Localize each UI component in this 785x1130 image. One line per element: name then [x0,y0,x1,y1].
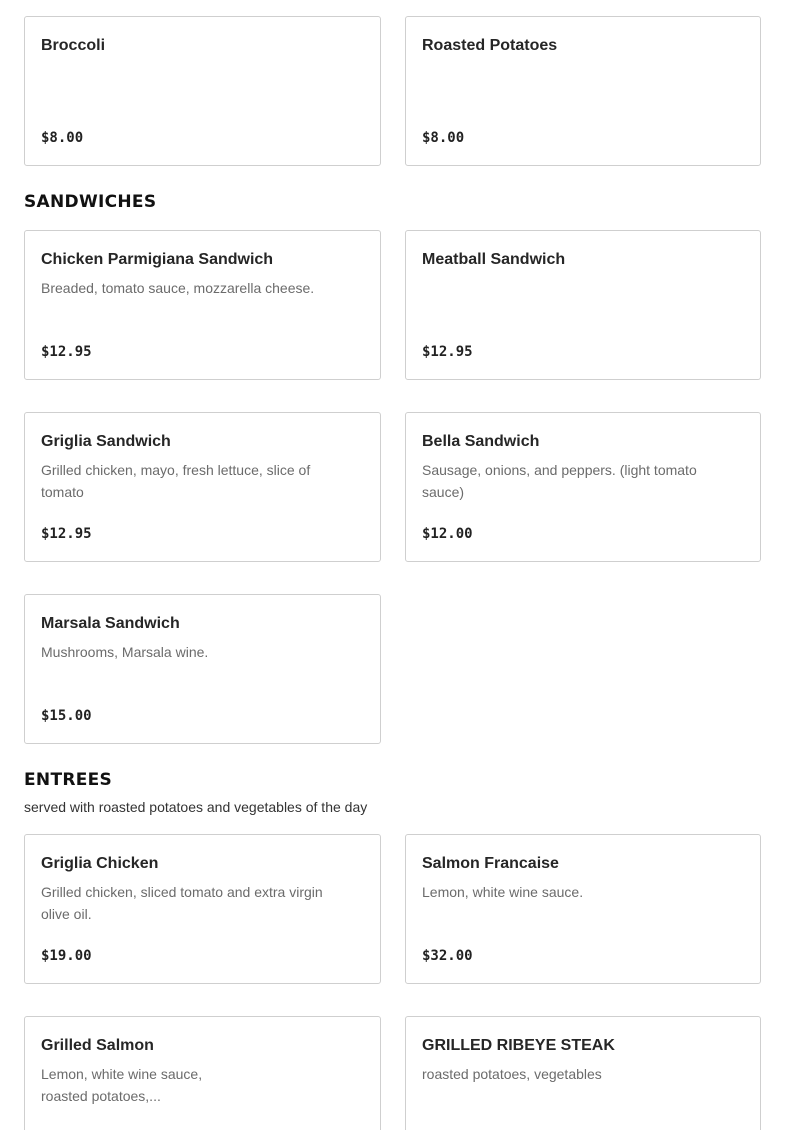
menu-item-card[interactable] [24,230,381,380]
menu-item-name: Meatball Sandwich [422,251,566,268]
menu-item-description: Sausage, onions, and peppers. (light tomato sauce) [422,462,697,500]
menu-item-name: Chicken Parmigiana Sandwich [41,251,274,268]
section-subtitle-entrees: served with roasted potatoes and vegetables of the day [24,799,368,815]
menu-item-price: $12.00 [422,526,473,542]
menu-item-price: $12.95 [41,526,92,542]
menu-item-card[interactable] [24,834,381,984]
menu-item-price: $15.00 [41,708,92,724]
menu-item-description: Grilled chicken, sliced tomato and extra virgin olive oil. [41,884,323,922]
menu-item-description: Lemon, white wine sauce, roasted potatoes,... [41,1066,203,1104]
menu-item-description: Lemon, white wine sauce. [422,884,584,900]
menu-item-price: $12.95 [422,344,473,360]
entrees-grid [24,834,761,1130]
menu-item-description: roasted potatoes, vegetables [422,1066,602,1082]
section-title-entrees: ENTREES [24,770,113,790]
menu-item-name: Roasted Potatoes [422,37,558,54]
menu-item-description: Breaded, tomato sauce, mozzarella cheese. [41,280,315,296]
menu-item-price: $8.00 [422,130,465,146]
menu-item-name: Griglia Sandwich [41,433,171,450]
sandwiches-grid [24,230,761,744]
menu-item-card[interactable] [405,230,761,380]
section-title-sandwiches: SANDWICHES [24,192,157,212]
menu-item-price: $8.00 [41,130,84,146]
menu-item-card[interactable] [24,16,381,166]
menu-item-price: $32.00 [422,948,473,964]
menu-item-card[interactable] [405,1016,761,1130]
sides-grid [24,16,761,166]
menu-item-card[interactable] [24,594,381,744]
menu-item-card[interactable] [24,412,381,562]
menu-item-card[interactable] [405,16,761,166]
menu-item-price: $12.95 [41,344,92,360]
menu-item-name: Grilled Salmon [41,1037,154,1054]
menu-item-name: Salmon Francaise [422,855,559,872]
menu-item-card[interactable] [405,834,761,984]
menu-item-name: Broccoli [41,37,106,54]
menu-item-card[interactable] [405,412,761,562]
menu-item-card[interactable] [24,1016,381,1130]
menu-item-name: GRILLED RIBEYE STEAK [422,1037,615,1054]
menu-item-price: $19.00 [41,948,92,964]
menu-item-description: Grilled chicken, mayo, fresh lettuce, slice of tomato [41,462,311,500]
menu-item-name: Griglia Chicken [41,855,159,872]
menu-item-description: Mushrooms, Marsala wine. [41,644,209,660]
menu-item-name: Marsala Sandwich [41,615,180,632]
menu-item-name: Bella Sandwich [422,433,540,450]
